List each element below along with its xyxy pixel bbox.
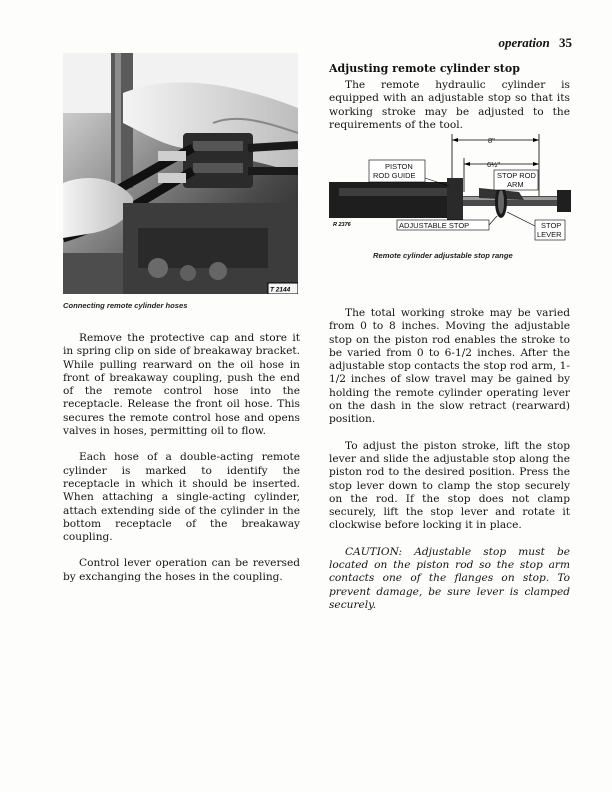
page-number: 35 — [559, 35, 572, 50]
photo-illustration — [63, 53, 298, 294]
diagram-ref-tag: R 2376 — [333, 222, 351, 228]
arrow-icon — [464, 162, 470, 166]
paragraph: Control lever operation can be reversed by exchanging the hoses in the coupling. — [63, 557, 300, 583]
leader-line — [489, 216, 497, 225]
section-title: Adjusting remote cylinder stop — [329, 62, 520, 75]
arrow-icon — [533, 138, 539, 142]
hose-connection-photo — [63, 53, 298, 294]
diagram-caption: Remote cylinder adjustable stop range — [373, 251, 513, 260]
cylinder-diagram-svg — [329, 130, 571, 242]
section-name: operation — [498, 35, 550, 50]
paragraph: The total working stroke may be varied from 0 to 8 inches. Moving the adjustable stop on the piston rod enables the stroke to be varied from 0 to 6-1/2 inches. After the adjustable stop contacts the stop rod arm, 1-1/2 inches of slow travel may be gained by holding the remote cylinder operating lever on the dash in the slow retract (rearward) position. — [329, 307, 570, 426]
stop-lever-label: LEVER — [537, 230, 562, 239]
caution-text: CAUTION: Adjustable stop must be located on the piston rod so the stop arm contacts one of the flanges on stop. To prevent damage, be sure lever is clamped securely. — [329, 545, 570, 611]
paragraph: Remove the protective cap and store it in spring clip on side of breakaway bracket. While pulling rearward on the oil hose in front of breakaway coupling, push the end of the remote control hose into the receptacle. Release the front oil hose. This secures the remote control hose and opens valves in hoses, permitting oil to flow. — [63, 332, 300, 438]
cylinder-stop-diagram — [329, 130, 571, 242]
paragraph: To adjust the piston stroke, lift the stop lever and slide the adjustable stop along the piston rod to the desired position. Press the stop lever down to clamp the stop securely on the rod. If the stop does not clamp securely, lift the stop lever and rotate it clockwise before locking it in place. — [329, 439, 570, 532]
adjustable-stop-label: ADJUSTABLE STOP — [399, 221, 470, 230]
paragraph: Each hose of a double-acting remote cylinder is marked to identify the receptacle in which it should be inserted. When attaching a single-acting cylinder, attach extending side of the cylinder in the bottom receptacle of the breakaway coupling. — [63, 451, 300, 544]
left-text-column — [63, 332, 300, 597]
cylinder-highlight — [339, 188, 449, 196]
stop-lever-label: STOP — [541, 221, 562, 230]
arrow-icon — [452, 138, 458, 142]
piston-rod-guide-label: PISTON — [385, 162, 413, 171]
dimension-8-label: 8" — [488, 136, 495, 145]
photo-caption: Connecting remote cylinder hoses — [63, 301, 188, 310]
stop-rod-arm-label: ARM — [507, 180, 524, 189]
leader-line — [507, 212, 535, 226]
stop-rod-arm-label: STOP ROD — [497, 171, 536, 180]
piston-rod-guide-label: ROD GUIDE — [373, 171, 416, 180]
cylinder-body — [329, 182, 457, 218]
paragraph: The remote hydraulic cylinder is equipped with an adjustable stop so that its working stroke may be adjusted to the requirements of the tool. — [329, 79, 570, 131]
running-header — [498, 35, 572, 51]
dimension-6-5-label: 6½" — [487, 160, 501, 169]
photo-tag: T 2144 — [270, 286, 291, 294]
rod-guide — [447, 178, 463, 222]
right-text-column — [329, 307, 570, 625]
adjustable-stop-highlight — [498, 190, 504, 214]
arrow-icon — [533, 162, 539, 166]
rod-clevis — [557, 190, 571, 212]
